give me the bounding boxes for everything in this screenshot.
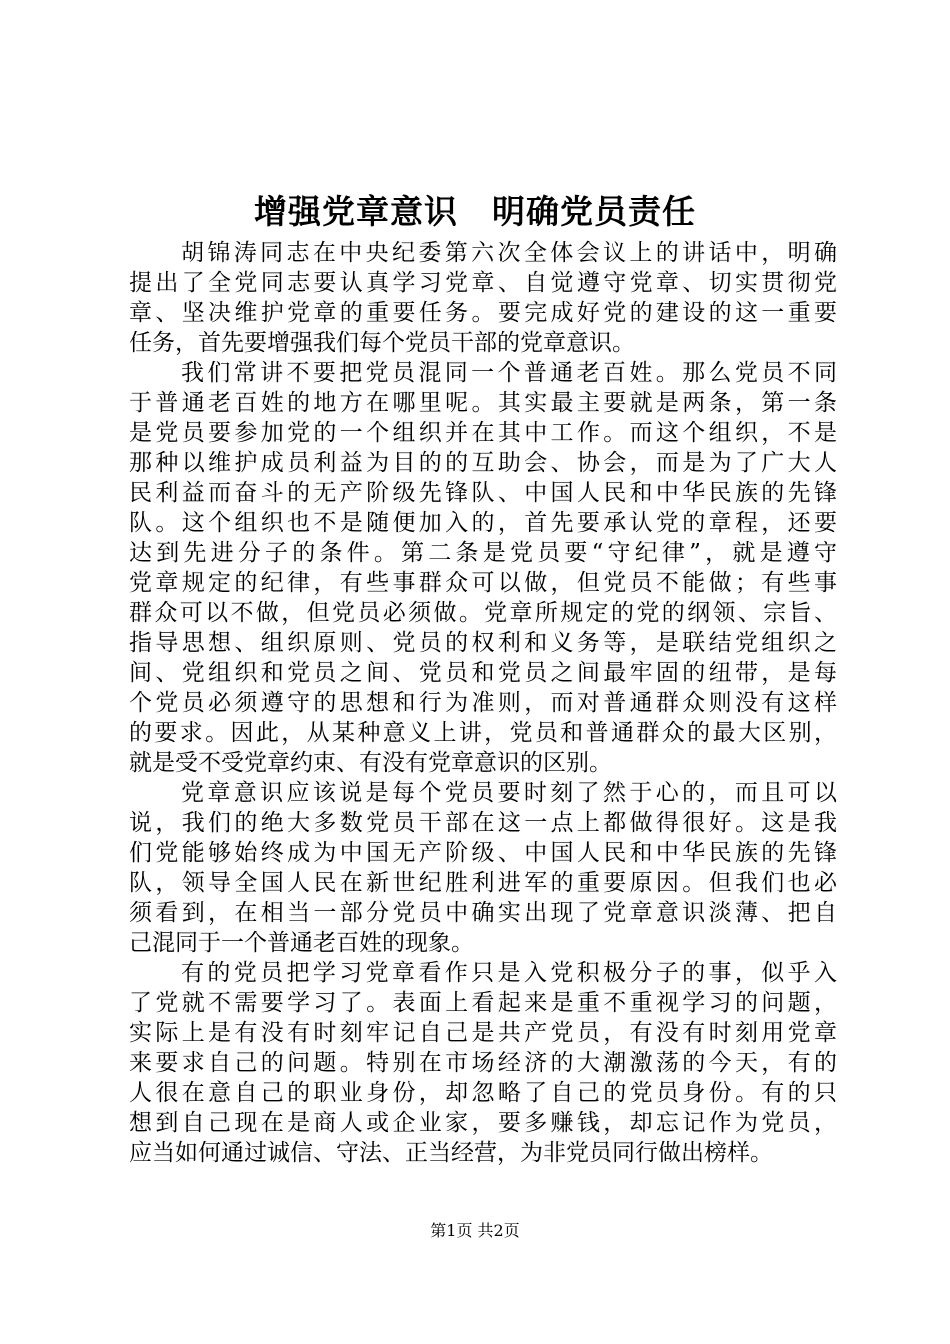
text-line: 章、坚决维护党章的重要任务。要完成好党的建设的这一重要	[129, 300, 837, 326]
text-line: 的要求。因此，从某种意义上讲，党员和普通群众的最大区别，	[129, 720, 837, 746]
document-body	[129, 238, 837, 1168]
text-line: 民利益而奋斗的无产阶级先锋队、中国人民和中华民族的先锋	[129, 480, 837, 506]
text-line: 于普通老百姓的地方在哪里呢。其实最主要就是两条，第一条	[129, 390, 837, 416]
text-line: 应当如何通过诚信、守法、正当经营，为非党员同行做出榜样。	[129, 1140, 773, 1166]
paragraph-1	[129, 238, 837, 358]
text-line: 想到自己现在是商人或企业家，要多赚钱，却忘记作为党员，	[129, 1110, 837, 1136]
text-line: 队，领导全国人民在新世纪胜利进军的重要原因。但我们也必	[129, 870, 837, 896]
text-line: 队。这个组织也不是随便加入的，首先要承认党的章程，还要	[129, 510, 837, 536]
text-line: 任务，首先要增强我们每个党员干部的党章意识。	[129, 330, 635, 356]
text-line: 党章意识应该说是每个党员要时刻了然于心的，而且可以	[181, 780, 837, 806]
text-line: 须看到，在相当一部分党员中确实出现了党章意识淡薄、把自	[129, 900, 837, 926]
document-title: 增强党章意识 明确党员责任	[254, 192, 696, 231]
text-line: 人很在意自己的职业身份，却忽略了自己的党员身份。有的只	[129, 1080, 837, 1106]
text-line: 提出了全党同志要认真学习党章、自觉遵守党章、切实贯彻党	[129, 270, 837, 296]
paragraph-3	[129, 778, 837, 958]
page-number-footer: 第1页 共2页	[430, 1221, 520, 1240]
text-line: 党章规定的纪律，有些事群众可以做，但党员不能做；有些事	[129, 570, 837, 596]
paragraph-2	[129, 358, 837, 778]
text-line: 有的党员把学习党章看作只是入党积极分子的事，似乎入	[181, 960, 837, 986]
text-line: 了党就不需要学习了。表面上看起来是重不重视学习的问题，	[129, 990, 837, 1016]
text-line: 来要求自己的问题。特别在市场经济的大潮激荡的今天，有的	[129, 1050, 837, 1076]
text-line: 们党能够始终成为中国无产阶级、中国人民和中华民族的先锋	[129, 840, 837, 866]
text-line: 就是受不受党章约束、有没有党章意识的区别。	[129, 750, 612, 776]
text-line: 那种以维护成员利益为目的的互助会、协会，而是为了广大人	[129, 450, 837, 476]
text-line: 我们常讲不要把党员混同一个普通老百姓。那么党员不同	[181, 360, 837, 386]
text-line: 达到先进分子的条件。第二条是党员要“守纪律”，就是遵守	[129, 540, 837, 566]
text-line: 指导思想、组织原则、党员的权利和义务等，是联结党组织之	[129, 630, 837, 656]
text-line: 胡锦涛同志在中央纪委第六次全体会议上的讲话中，明确	[181, 240, 837, 266]
text-line: 说，我们的绝大多数党员干部在这一点上都做得很好。这是我	[129, 810, 837, 836]
text-line: 间、党组织和党员之间、党员和党员之间最牢固的纽带，是每	[129, 660, 837, 686]
text-line: 实际上是有没有时刻牢记自己是共产党员，有没有时刻用党章	[129, 1020, 837, 1046]
text-line: 己混同于一个普通老百姓的现象。	[129, 930, 474, 956]
text-line: 是党员要参加党的一个组织并在其中工作。而这个组织，不是	[129, 420, 837, 446]
text-line: 群众可以不做，但党员必须做。党章所规定的党的纲领、宗旨、	[129, 600, 837, 626]
paragraph-4	[129, 958, 837, 1168]
text-line: 个党员必须遵守的思想和行为准则，而对普通群众则没有这样	[129, 690, 837, 716]
